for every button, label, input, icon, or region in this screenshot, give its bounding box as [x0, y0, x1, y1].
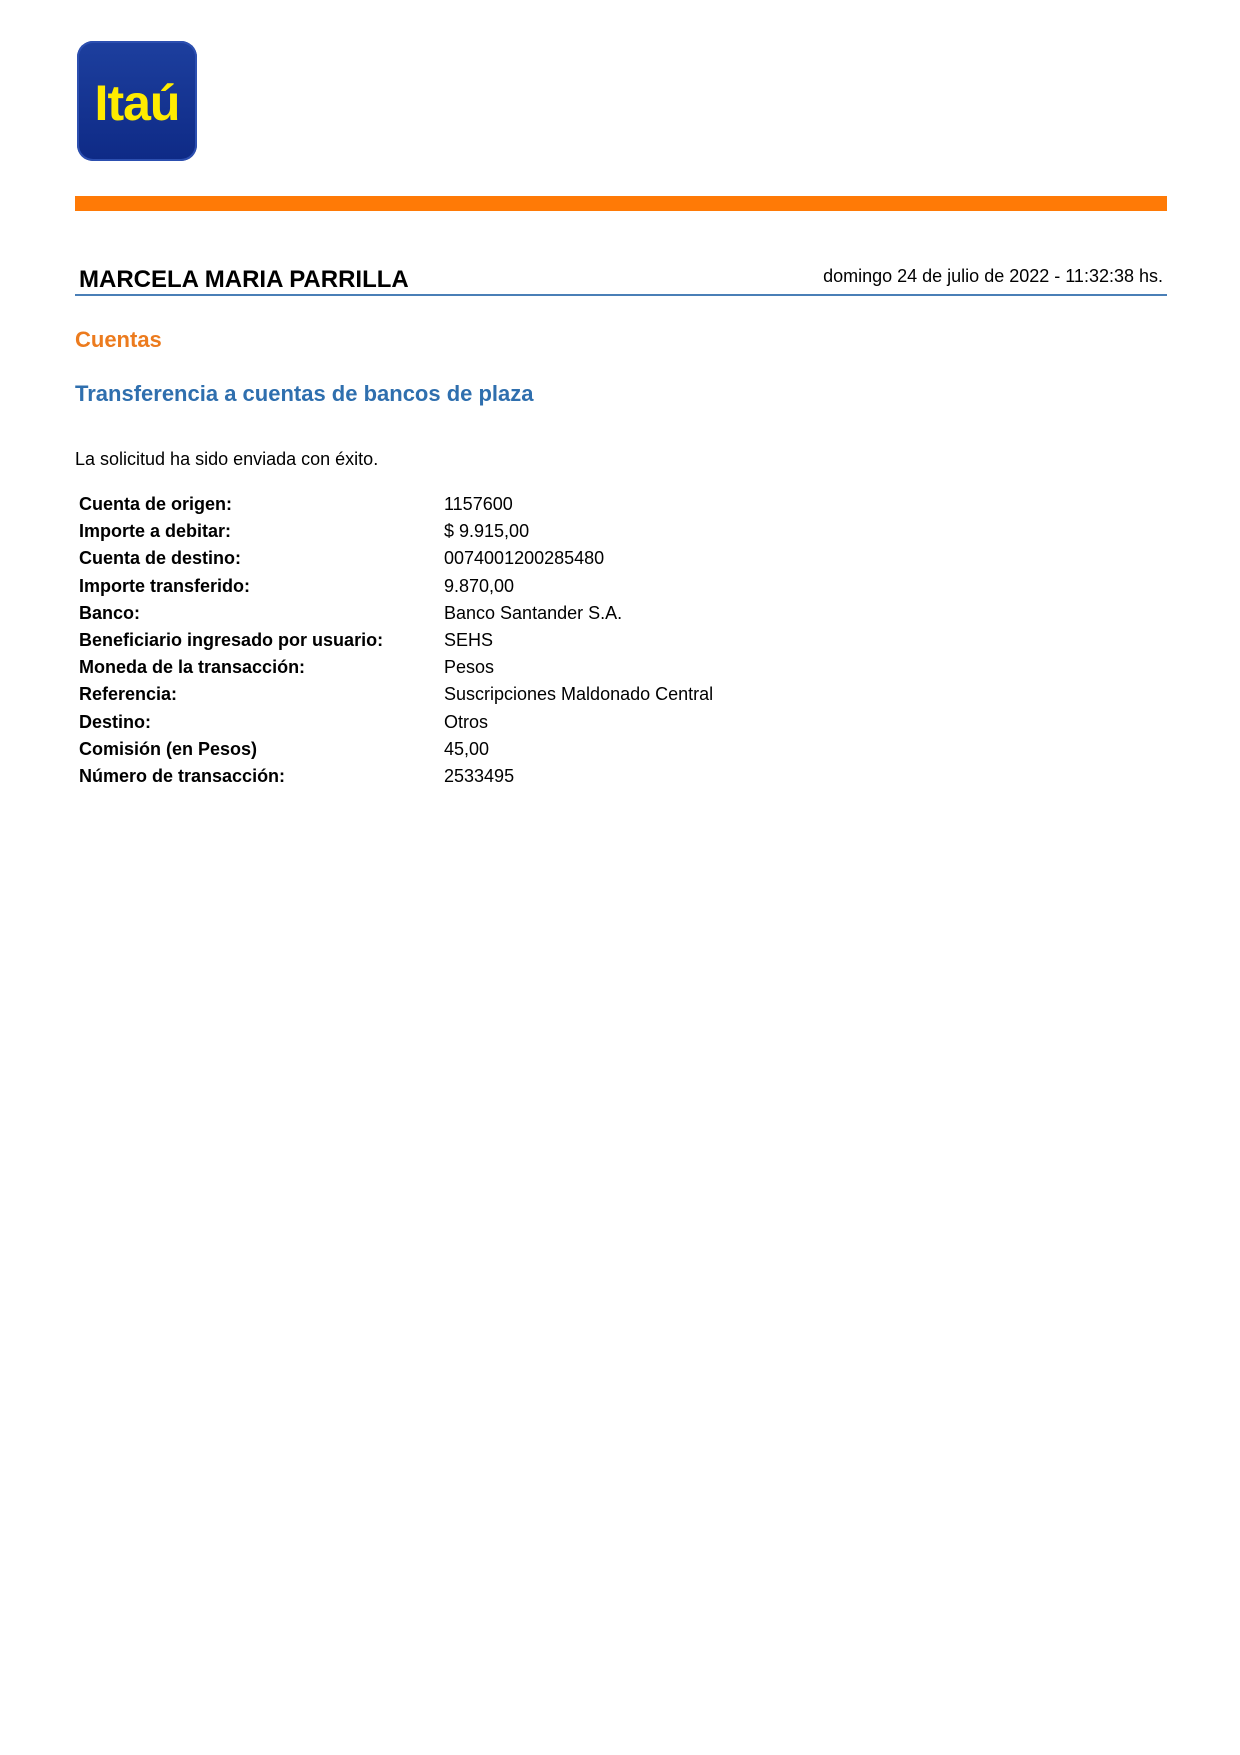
itau-logo: [77, 41, 197, 161]
detail-value: 45,00: [444, 738, 490, 759]
detail-value: 2533495: [444, 765, 515, 786]
detail-value: Otros: [444, 711, 489, 732]
detail-row: [79, 600, 879, 627]
detail-row: [79, 573, 879, 600]
detail-row: [79, 518, 879, 545]
detail-label: Comisión (en Pesos): [79, 738, 258, 759]
customer-name: MARCELA MARIA PARRILLA: [79, 266, 409, 293]
detail-value: Pesos: [444, 657, 495, 678]
detail-label: Número de transacción:: [79, 765, 286, 786]
subsection-title: Transferencia a cuentas de bancos de plaza: [75, 381, 534, 406]
section-title: Cuentas: [75, 327, 162, 352]
detail-label: Importe transferido:: [79, 575, 251, 596]
detail-value: Banco Santander S.A.: [444, 602, 623, 623]
detail-row: [79, 654, 879, 681]
orange-divider-bar: [75, 196, 1167, 211]
detail-value: 9.870,00: [444, 575, 515, 596]
detail-label: Cuenta de origen:: [79, 494, 233, 514]
detail-row: [79, 736, 879, 763]
detail-value: 0074001200285480: [444, 548, 605, 569]
header-row: [75, 262, 1167, 296]
detail-label: Banco:: [79, 602, 141, 623]
logo-text: Itaú: [94, 75, 180, 131]
transaction-details: [79, 491, 879, 790]
detail-label: Cuenta de destino:: [79, 548, 242, 569]
transaction-datetime: domingo 24 de julio de 2022 - 11:32:38 hs.: [823, 266, 1163, 286]
detail-value: $ 9.915,00: [444, 521, 530, 542]
detail-value: SEHS: [444, 629, 494, 650]
detail-row: [79, 491, 879, 518]
detail-row: [79, 709, 879, 736]
detail-label: Referencia:: [79, 684, 178, 705]
success-message: La solicitud ha sido enviada con éxito.: [75, 449, 379, 469]
detail-row: [79, 763, 879, 790]
detail-value: 1157600: [444, 494, 513, 514]
detail-label: Importe a debitar:: [79, 521, 232, 542]
detail-row: [79, 545, 879, 572]
detail-label: Moneda de la transacción:: [79, 657, 306, 678]
detail-value: Suscripciones Maldonado Central: [444, 684, 714, 705]
detail-row: [79, 681, 879, 708]
detail-label: Beneficiario ingresado por usuario:: [79, 629, 384, 650]
detail-row: [79, 627, 879, 654]
detail-label: Destino:: [79, 711, 151, 732]
